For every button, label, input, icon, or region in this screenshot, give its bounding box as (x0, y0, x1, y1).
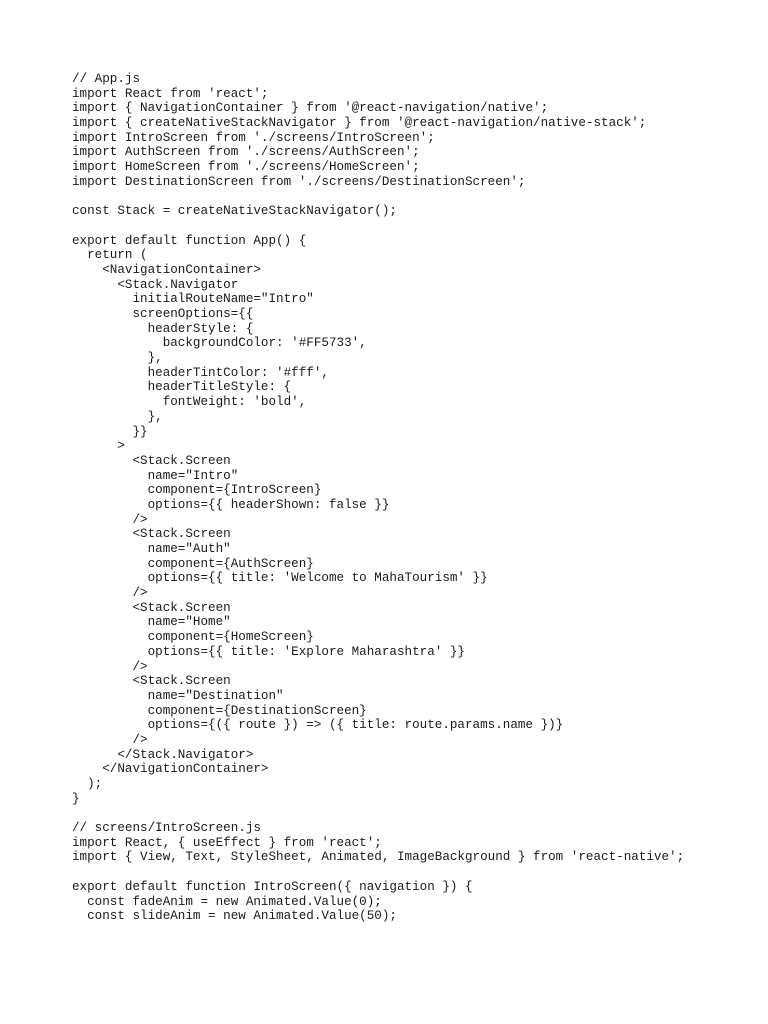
code-line: return ( (72, 248, 148, 263)
code-line: import React from 'react'; (72, 86, 269, 101)
code-line: > (72, 439, 125, 454)
code-line: const slideAnim = new Animated.Value(50); (72, 909, 397, 924)
code-line: component={HomeScreen} (72, 630, 314, 645)
blank-line (72, 219, 752, 234)
code-line: } (72, 791, 80, 806)
code-line: options={({ route }) => ({ title: route.params.name })} (72, 718, 564, 733)
code-line: name="Intro" (72, 468, 239, 483)
code-line: export default function App() { (72, 233, 307, 248)
code-line: component={IntroScreen} (72, 483, 322, 498)
code-line: const Stack = createNativeStackNavigator(); (72, 204, 397, 219)
code-line: import AuthScreen from './screens/AuthScreen'; (72, 145, 420, 160)
code-line: screenOptions={{ (72, 307, 254, 321)
code-line: /> (72, 659, 148, 674)
code-line: </Stack.Navigator> (72, 747, 254, 762)
code-line: /> (72, 732, 148, 747)
code-line: import { View, Text, StyleSheet, Animated, ImageBackground } from 'react-native'; (72, 850, 685, 865)
code-line: <Stack.Screen (72, 600, 231, 615)
code-line: }} (72, 424, 148, 439)
code-line: import { createNativeStackNavigator } from '@react-navigation/native-stack'; (72, 116, 647, 131)
code-block (72, 72, 752, 924)
code-line: headerStyle: { (72, 321, 254, 336)
code-line: import { NavigationContainer } from '@react-navigation/native'; (72, 101, 549, 116)
code-line: }, (72, 351, 163, 366)
code-line: backgroundColor: '#FF5733', (72, 336, 367, 351)
code-line: name="Destination" (72, 688, 284, 703)
code-line: <Stack.Screen (72, 674, 231, 689)
code-line: <Stack.Screen (72, 453, 231, 468)
code-line: </NavigationContainer> (72, 762, 269, 777)
code-line: component={DestinationScreen} (72, 703, 367, 718)
code-line: /> (72, 586, 148, 601)
code-line: fontWeight: 'bold', (72, 395, 307, 410)
code-line: name="Home" (72, 615, 231, 630)
code-line: options={{ title: 'Welcome to MahaTourism' }} (72, 571, 488, 586)
blank-line (72, 190, 752, 205)
code-line: const fadeAnim = new Animated.Value(0); (72, 894, 382, 909)
code-line: ); (72, 777, 103, 791)
code-line: <NavigationContainer> (72, 262, 261, 277)
code-line: import IntroScreen from './screens/IntroScreen'; (72, 130, 435, 145)
code-line: import React, { useEffect } from 'react'; (72, 835, 382, 850)
code-line: component={AuthScreen} (72, 556, 314, 571)
code-line: initialRouteName="Intro" (72, 292, 314, 307)
code-line: import DestinationScreen from './screens/DestinationScreen'; (72, 174, 526, 189)
code-line: headerTitleStyle: { (72, 380, 292, 395)
blank-line (72, 865, 752, 880)
code-line: /> (72, 512, 148, 527)
code-line: import HomeScreen from './screens/HomeScreen'; (72, 160, 420, 175)
code-line: options={{ title: 'Explore Maharashtra' }} (72, 644, 465, 659)
code-line: name="Auth" (72, 542, 231, 556)
code-line: export default function IntroScreen({ navigation }) { (72, 879, 473, 894)
code-line: // screens/IntroScreen.js (72, 821, 261, 836)
code-line: options={{ headerShown: false }} (72, 497, 390, 512)
blank-line (72, 806, 752, 821)
code-line: <Stack.Navigator (72, 277, 239, 292)
code-line: headerTintColor: '#fff', (72, 365, 329, 380)
code-line: <Stack.Screen (72, 527, 231, 542)
code-line: }, (72, 409, 163, 424)
code-line: // App.js (72, 72, 141, 86)
